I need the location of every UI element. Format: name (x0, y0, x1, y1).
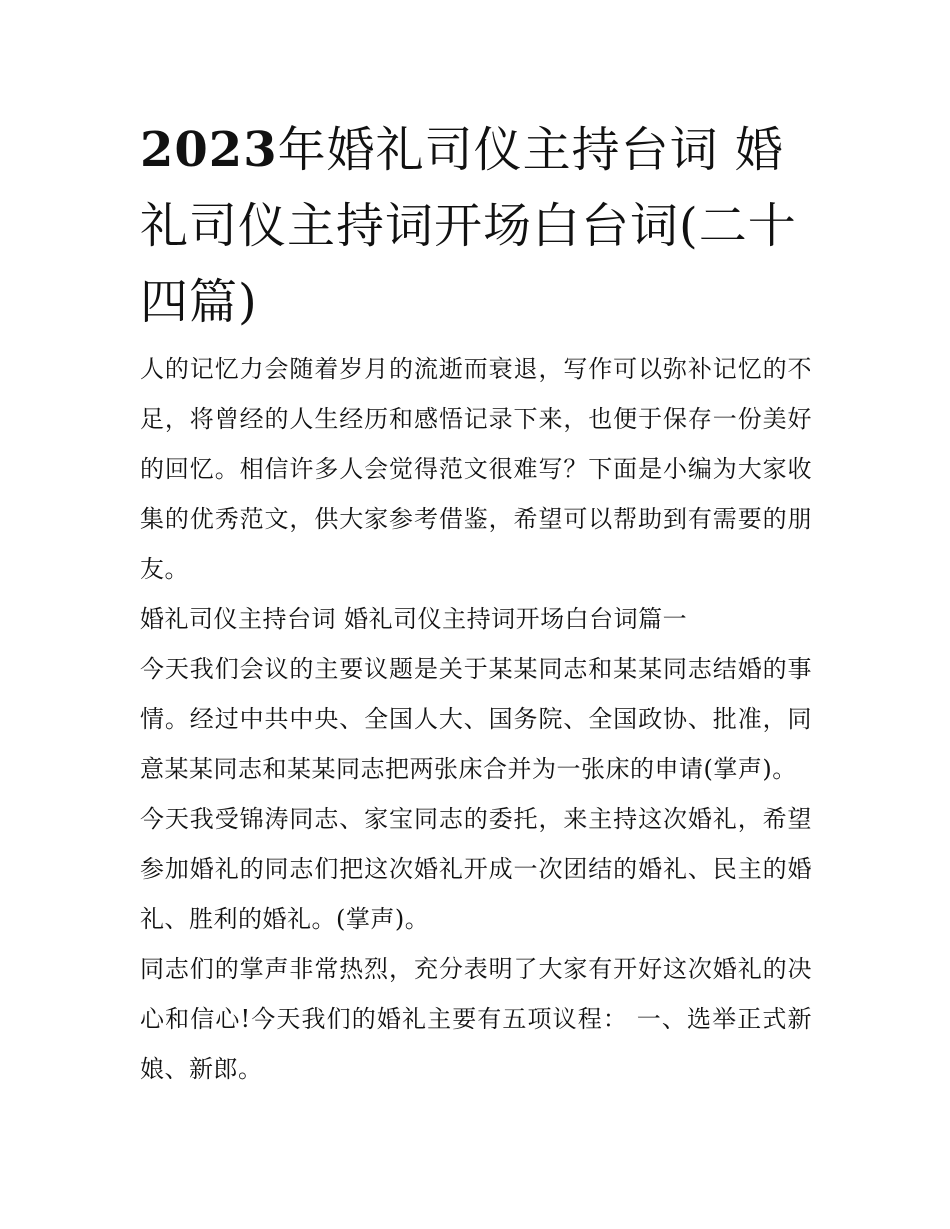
document-title (140, 112, 812, 340)
body-paragraph: 今天我们会议的主要议题是关于某某同志和某某同志结婚的事情。经过中共中央、全国人大、国务院、全国政协、批准，同意某某同志和某某同志把两张床合并为一张床的申请(掌声)。 (140, 655, 812, 783)
body-paragraph: 今天我受锦涛同志、家宝同志的委托，来主持这次婚礼，希望参加婚礼的同志们把这次婚礼开成一次团结的婚礼、民主的婚礼、胜利的婚礼。(掌声)。 (140, 805, 812, 933)
title-text: 年婚礼司仪主持台词 婚礼司仪主持词开场白台词(二十四篇) (140, 122, 797, 330)
section-heading: 婚礼司仪主持台词 婚礼司仪主持词开场白台词篇一 (140, 605, 688, 633)
intro-paragraph: 人的记忆力会随着岁月的流逝而衰退，写作可以弥补记忆的不足，将曾经的人生经历和感悟记录下来，也便于保存一份美好的回忆。相信许多人会觉得范文很难写？下面是小编为大家收集的优秀范文，供大家参考借鉴，希望可以帮助到有需要的朋友。 (140, 355, 812, 583)
title-year: 2023 (140, 122, 278, 178)
document-page (140, 112, 812, 1094)
body-paragraph: 同志们的掌声非常热烈，充分表明了大家有开好这次婚礼的决心和信心!今天我们的婚礼主要有五项议程： 一、选举正式新娘、新郎。 (140, 955, 812, 1083)
